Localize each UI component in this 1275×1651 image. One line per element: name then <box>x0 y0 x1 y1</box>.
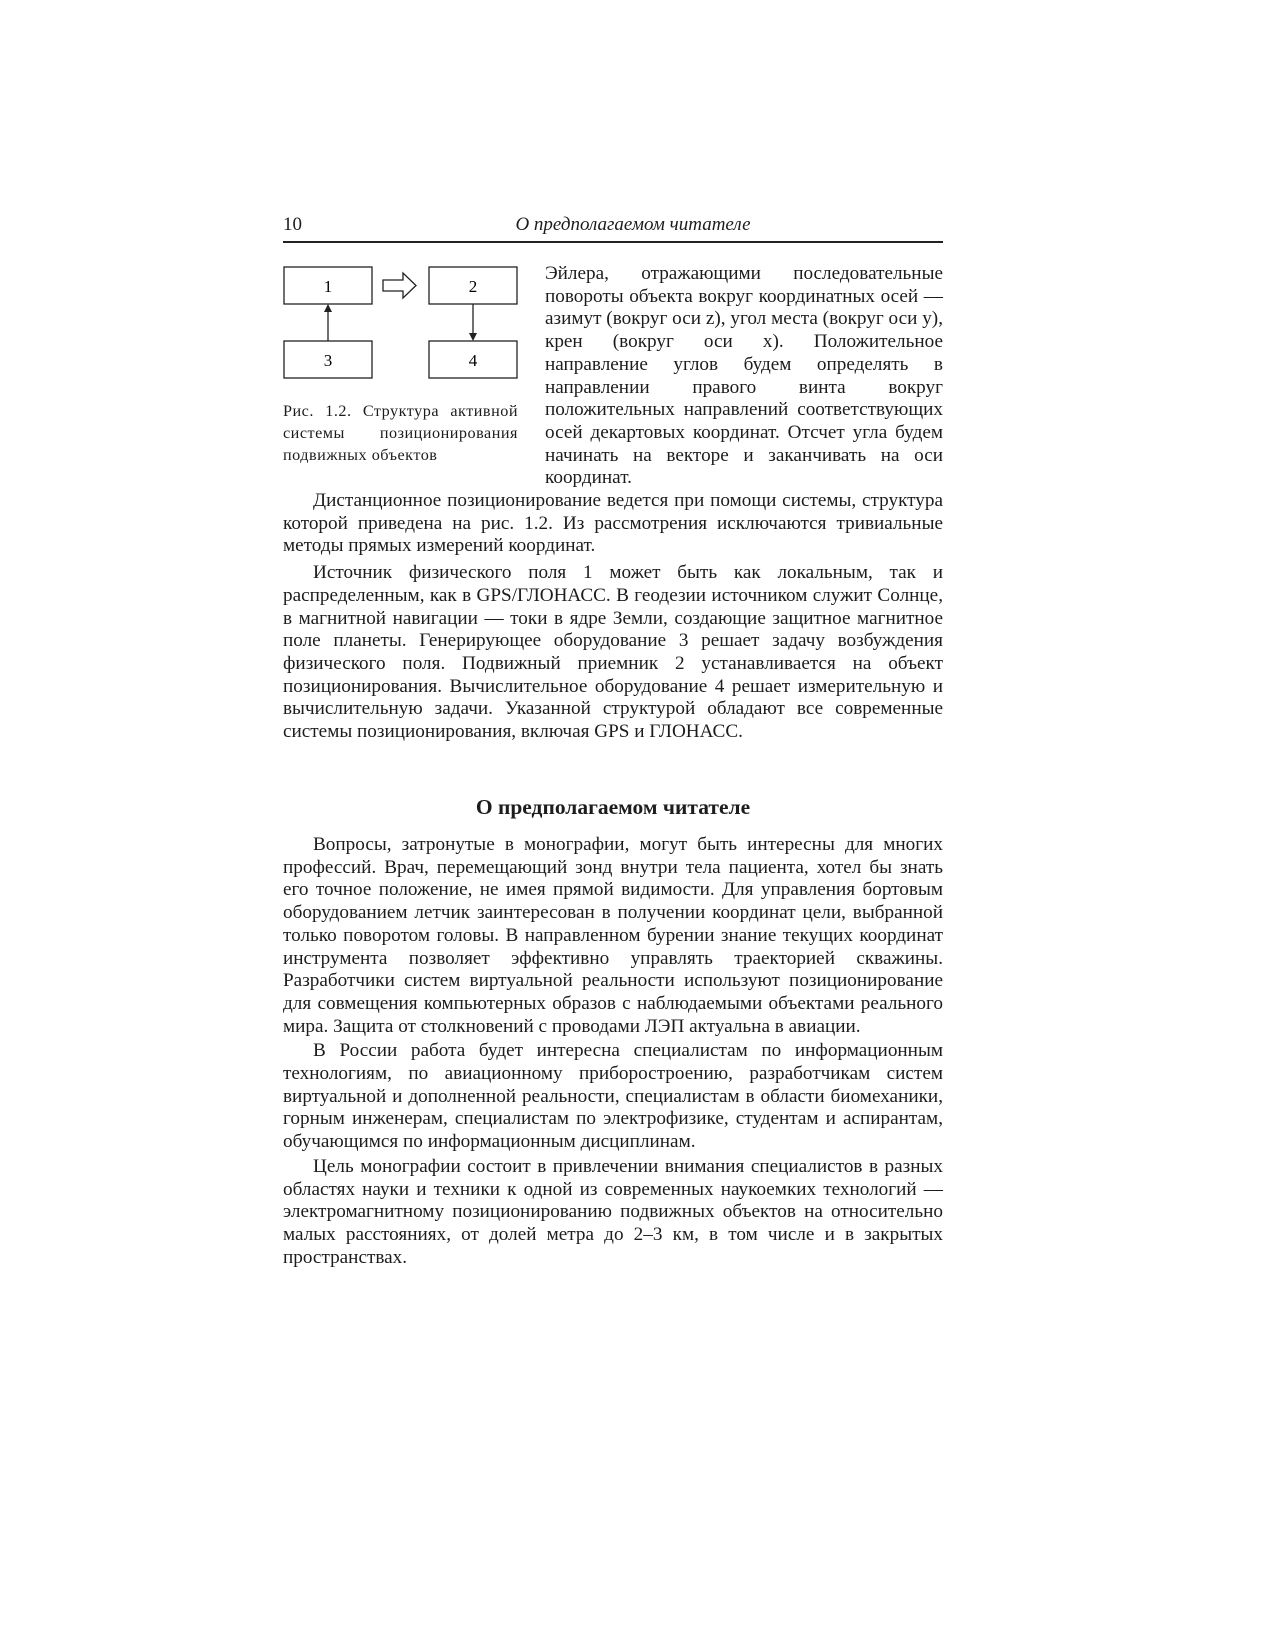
hollow-arrow-icon <box>383 273 416 298</box>
paragraph: Вопросы, затронутые в монографии, могут быть интересны для многих профессий. Врач, перемещающий зонд внутри тела пациента, хотел бы знать его точное положение, не имея прямой видимости. Для управления бортовым оборудованием летчик заинтересован в получении координат цели, выбранной только поворотом головы. В направленном бурении знание текущих координат инструмента позволяет эффективно управлять траекторией скважины. Разработчики систем виртуальной реальности используют позиционирование для совмещения компьютерных образов с наблюдаемыми объектами реального мира. Защита от столкновений с проводами ЛЭП актуальна в авиации. <box>283 834 943 1037</box>
box-3-label: 3 <box>323 351 333 370</box>
paragraph: Дистанционное позиционирование ведется при помощи системы, структура которой приведена на рис. 1.2. Из рассмотрения исключаются тривиальные методы прямых измерений координат. <box>283 490 943 557</box>
paragraph: Цель монографии состоит в привлечении внимания специалистов в разных областях науки и техники к одной из современных наукоемких технологий — электромагнитному позиционированию подвижных объектов на относительно малых расстояниях, от долей метра до 2–3 км, в том числе и в закрытых пространствах. <box>283 1155 943 1268</box>
box-4-label: 4 <box>468 351 478 370</box>
box-2-label: 2 <box>468 277 478 296</box>
figure-caption: Рис. 1.2. Структура активной системы позиционирования подвижных объектов <box>283 402 518 464</box>
figure-1-2 <box>283 266 518 391</box>
arrowhead-down-icon <box>469 333 477 341</box>
paragraph: В России работа будет интересна специалистам по информационным технологиям, по авиационному приборостроению, разработчикам систем виртуальной и дополненной реальности, специалистам в области биомеханики, горным инженерам, специалистам по электрофизике, студентам и аспирантам, обучающимся по информационным дисциплинам. <box>283 1040 943 1153</box>
arrowhead-up-icon <box>324 304 332 312</box>
box-1-label: 1 <box>323 277 333 296</box>
block-diagram <box>283 266 518 386</box>
running-header <box>283 214 943 243</box>
section-body <box>283 834 943 1269</box>
paragraph: Источник физического поля 1 может быть как локальным, так и распределенным, как в GPS/ГЛОНАСС. В геодезии источником служит Солнце, в магнитной навигации — токи в ядре Земли, создающие защитное магнитное поле планеты. Генерирующее оборудование 3 решает задачу возбуждения физического поля. Подвижный приемник 2 устанавливается на объект позиционирования. Вычислительное оборудование 4 решает измерительную и вычислительную задачи. Указанной структурой обладают все современные системы позиционирования, включая GPS и ГЛОНАСС. <box>283 562 943 743</box>
intro-paragraph: Эйлера, отражающими последовательные повороты объекта вокруг координатных осей — азимут (вокруг оси z), угол места (вокруг оси y), крен (вокруг оси x). Положительное направление углов будем определять в направлении правого винта вокруг положительных направлений соответствующих осей декартовых координат. Отсчет угла будем начинать на векторе и заканчивать на оси координат. <box>545 263 943 489</box>
body-text-before-section <box>283 490 943 744</box>
page-number: 10 <box>283 214 302 235</box>
section-heading: О предполагаемом читателе <box>475 795 751 819</box>
running-title: О предполагаемом читателе <box>515 214 751 235</box>
